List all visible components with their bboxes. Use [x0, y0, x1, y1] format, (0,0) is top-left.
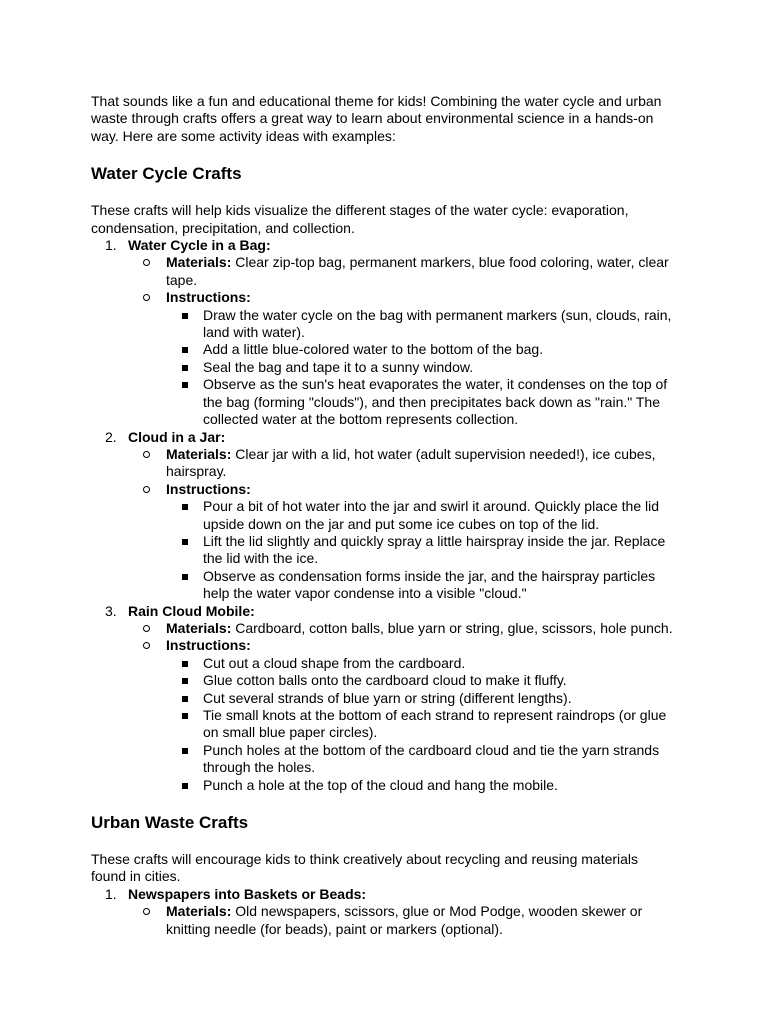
square-bullet-icon: [182, 313, 188, 319]
materials-item: [128, 446, 676, 481]
instruction-step: [166, 777, 676, 794]
item-details: [128, 446, 676, 603]
hollow-circle-bullet-icon: [143, 294, 150, 301]
instructions-item: [128, 289, 676, 428]
section-heading-water-cycle: Water Cycle Crafts: [91, 164, 242, 184]
square-bullet-icon: [182, 696, 188, 702]
materials-text: Cardboard, cotton balls, blue yarn or string, glue, scissors, hole punch.: [235, 619, 673, 636]
square-bullet-icon: [182, 783, 188, 789]
step-text: Tie small knots at the bottom of each strand to represent raindrops (or glue on small blue paper circles).: [203, 707, 667, 741]
instruction-step: [166, 498, 676, 533]
instructions-item: [128, 481, 676, 603]
step-text: Punch a hole at the top of the cloud and hang the mobile.: [203, 776, 558, 793]
materials-text: Clear jar with a lid, hot water (adult supervision needed!), ice cubes, hairspray.: [166, 445, 656, 480]
step-text: Cut several strands of blue yarn or string (different lengths).: [203, 689, 572, 706]
instruction-step: [166, 690, 676, 707]
square-bullet-icon: [182, 748, 188, 754]
instructions-label: Instructions:: [166, 289, 251, 306]
square-bullet-icon: [182, 365, 188, 371]
step-text: Glue cotton balls onto the cardboard cloud to make it fluffy.: [203, 672, 567, 689]
hollow-circle-bullet-icon: [143, 625, 150, 632]
step-text: Observe as the sun's heat evaporates the water, it condenses on the top of the bag (forming "clouds"), and then precipitates back down as "rain." The collected water at the bottom represents collection.: [203, 376, 668, 428]
item-number: 1.: [105, 885, 117, 902]
hollow-circle-bullet-icon: [143, 908, 150, 915]
step-text: Seal the bag and tape it to a sunny window.: [203, 358, 474, 375]
instruction-step: [166, 672, 676, 689]
square-bullet-icon: [182, 382, 188, 388]
hollow-circle-bullet-icon: [143, 451, 150, 458]
item-number: 3.: [105, 602, 117, 619]
step-text: Add a little blue-colored water to the bottom of the bag.: [203, 341, 544, 358]
instruction-steps: [166, 307, 676, 429]
list-item: [91, 603, 676, 794]
instruction-steps: [166, 655, 676, 794]
list-item: [91, 237, 676, 428]
instruction-step: [166, 307, 676, 342]
instructions-item: [128, 637, 676, 794]
materials-label: Materials:: [166, 254, 232, 271]
instruction-step: [166, 341, 676, 358]
instruction-step: [166, 707, 676, 742]
step-text: Pour a bit of hot water into the jar and swirl it around. Quickly place the lid upside down on the jar and put some ice cubes on top of the lid.: [203, 498, 660, 532]
section-heading-urban-waste: Urban Waste Crafts: [91, 813, 249, 833]
section-intro-urban-waste: These crafts will encourage kids to think creatively about recycling and reusing materials found in cities.: [91, 851, 639, 885]
materials-item: [128, 620, 676, 637]
section-intro-water-cycle: These crafts will help kids visualize the different stages of the water cycle: evaporation, condensation, precipitation, and collection.: [91, 202, 629, 236]
square-bullet-icon: [182, 347, 188, 353]
square-bullet-icon: [182, 661, 188, 667]
square-bullet-icon: [182, 713, 188, 719]
hollow-circle-bullet-icon: [143, 486, 150, 493]
square-bullet-icon: [182, 504, 188, 510]
square-bullet-icon: [182, 539, 188, 545]
square-bullet-icon: [182, 574, 188, 580]
list-item: [91, 429, 676, 603]
step-text: Lift the lid slightly and quickly spray a little hairspray inside the jar. Replace the lid with the ice.: [203, 532, 666, 567]
item-title: Rain Cloud Mobile:: [128, 602, 255, 619]
materials-label: Materials:: [166, 619, 232, 636]
materials-item: [128, 254, 676, 289]
instruction-steps: [166, 498, 676, 602]
list-item: [91, 886, 676, 938]
instruction-step: [166, 742, 676, 777]
item-title: Cloud in a Jar:: [128, 428, 226, 445]
instructions-label: Instructions:: [166, 480, 251, 497]
hollow-circle-bullet-icon: [143, 642, 150, 649]
intro-paragraph: That sounds like a fun and educational theme for kids! Combining the water cycle and urban waste through crafts offers a great way to learn about environmental science in a hands-on way. Here are some activity ideas with examples:: [91, 93, 662, 144]
item-details: [128, 254, 676, 428]
square-bullet-icon: [182, 678, 188, 684]
step-text: Draw the water cycle on the bag with permanent markers (sun, clouds, rain, land with water).: [203, 306, 672, 341]
materials-text: Clear zip-top bag, permanent markers, blue food coloring, water, clear tape.: [166, 254, 669, 288]
instruction-step: [166, 533, 676, 568]
materials-item: [128, 903, 676, 938]
hollow-circle-bullet-icon: [143, 259, 150, 266]
item-number: 2.: [105, 428, 117, 445]
instruction-step: [166, 568, 676, 603]
materials-label: Materials:: [166, 903, 232, 920]
step-text: Cut out a cloud shape from the cardboard.: [203, 654, 466, 671]
urban-waste-crafts-list: [91, 886, 676, 938]
instructions-label: Instructions:: [166, 637, 251, 654]
instruction-step: [166, 655, 676, 672]
materials-text: Old newspapers, scissors, glue or Mod Podge, wooden skewer or knitting needle (for beads), paint or markers (optional).: [166, 903, 643, 937]
materials-label: Materials:: [166, 445, 232, 462]
instruction-step: [166, 359, 676, 376]
item-title: Newspapers into Baskets or Beads:: [128, 885, 367, 902]
water-cycle-crafts-list: [91, 237, 676, 794]
instruction-step: [166, 376, 676, 428]
item-details: [128, 620, 676, 794]
step-text: Punch holes at the bottom of the cardboard cloud and tie the yarn strands through the holes.: [203, 741, 660, 776]
item-title: Water Cycle in a Bag:: [128, 237, 271, 254]
step-text: Observe as condensation forms inside the jar, and the hairspray particles help the water vapor condense into a visible "cloud.": [203, 567, 656, 602]
item-number: 1.: [105, 237, 117, 254]
item-details: [128, 903, 676, 938]
